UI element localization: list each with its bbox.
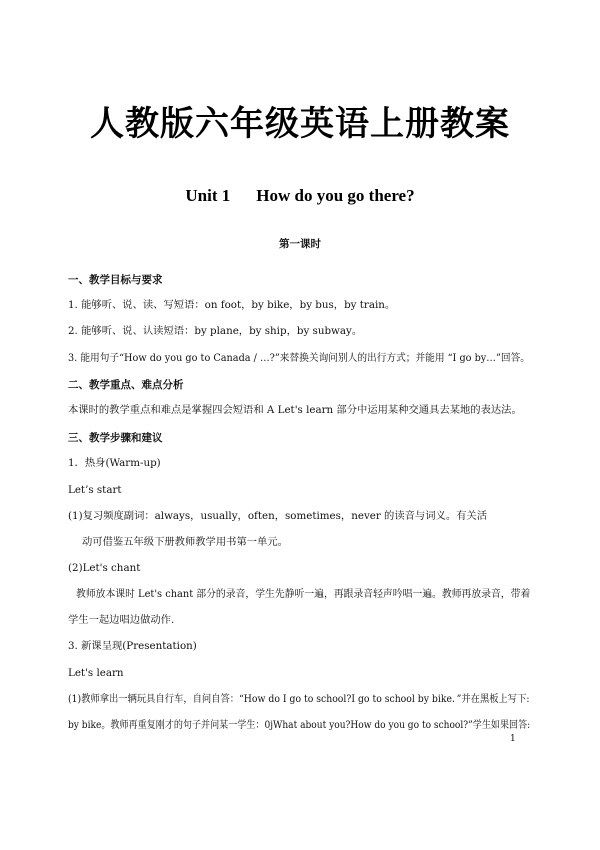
unit-label: Unit 1: [185, 186, 231, 205]
lets-chant-label: (2)Let's chant: [68, 562, 141, 574]
lesson-period: 第一课时: [279, 238, 321, 250]
objective-item-1: 1. 能够听、说、读、写短语：on foot，by bike，by bus，by train。: [68, 299, 396, 311]
unit-heading: [0, 186, 600, 206]
warmup-step: 1．热身(Warm-up): [68, 457, 161, 469]
section-heading-key-points: 二、教学重点、难点分析: [68, 379, 184, 391]
learn-line-1: (1)教师拿出一辆玩具自行车，自问自答：“How do I go to school?I go to school by bike．”并在黑板上写下:: [68, 693, 530, 705]
chant-line-2: 学生一起边唱边做动作.: [68, 614, 175, 626]
objective-item-2: 2. 能够听、说、认读短语：by plane，by ship，by subway。: [68, 325, 363, 337]
section-heading-steps: 三、教学步骤和建议: [68, 432, 163, 444]
page-number: 1: [510, 734, 516, 744]
lets-learn-label: Let's learn: [68, 667, 124, 679]
learn-line-2: by bike。教师再重复刚才的句子并问某一学生：0jWhat about you?How do you go to school?”学生如果回答:: [68, 719, 531, 731]
unit-title: How do you go there?: [256, 186, 415, 205]
chant-line-1: 教师放本课时 Let's chant 部分的录音，学生先静听一遍，再跟录音轻声吟唱一遍。教师再放录音，带着: [76, 588, 531, 600]
lets-start-label: Let’s start: [68, 484, 122, 496]
objective-item-3: 3. 能用句子“How do you go to Canada / …?”来替换关询问别人的出行方式；并能用 “I go by…”回答。: [68, 352, 530, 364]
section-heading-objectives: 一、教学目标与要求: [68, 274, 163, 286]
presentation-step: 3. 新课呈现(Presentation): [68, 640, 197, 652]
key-points-text: 本课时的教学重点和难点是掌握四会短语和 A Let's learn 部分中运用某种交通具去某地的表达法。: [68, 404, 522, 416]
step1-line-1: (1)复习频度副词：always，usually，often，sometimes，never 的读音与词义。有关活: [68, 510, 488, 522]
page-title: 人教版六年级英语上册教案: [90, 104, 510, 144]
step1-line-2: 动可借鉴五年级下册教师教学用书第一单元。: [82, 536, 288, 548]
